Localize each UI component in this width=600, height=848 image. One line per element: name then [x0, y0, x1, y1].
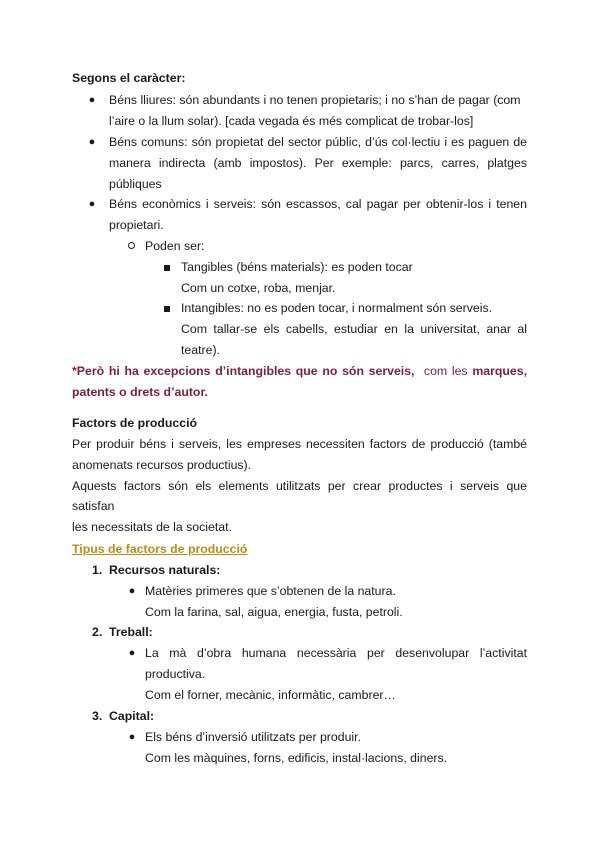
text-line: Com la farina, sal, aigua, energia, fusta, petroli.	[145, 604, 403, 619]
text-line: l’aire o la llum solar). [cada vegada és més complicat de trobar-los]	[109, 113, 474, 128]
bullet-circle	[128, 242, 135, 249]
sub-item-intangibles	[181, 298, 527, 360]
list-item-bens-comuns	[109, 132, 527, 194]
text-line: propietari.	[109, 217, 164, 232]
bullet-dot: ●	[128, 647, 136, 659]
list-item-bens-economics	[109, 194, 527, 236]
text-line: les necessitats de la societat.	[72, 520, 232, 535]
bullet-dot: ●	[88, 94, 96, 106]
bullet-dot: ●	[88, 198, 96, 210]
list-number: 2.	[92, 625, 103, 639]
text-line: Per produir béns i serveis, les empreses necessiten factors de producció (també	[72, 437, 527, 451]
note-part2: com les	[423, 364, 468, 378]
note-part3: marques,	[472, 364, 527, 378]
text-line: Com el forner, mecànic, informàtic, cambrer…	[145, 687, 396, 702]
text-line: Intangibles: no es poden tocar, i normalment són serveis.	[181, 301, 493, 315]
bullet-square	[164, 265, 170, 271]
text-line: Com les màquines, forns, edificis, instal·lacions, diners.	[145, 750, 448, 765]
section-heading-factors: Factors de producció	[72, 416, 198, 430]
bullet-dot: ●	[88, 136, 96, 148]
bullet-dot: ●	[128, 731, 136, 743]
text-line: productiva.	[145, 666, 206, 681]
exception-note	[72, 361, 527, 403]
note-line2: patents o drets d’autor.	[72, 384, 208, 399]
text-line: Tangibles (béns materials): es poden tocar	[181, 260, 413, 274]
sub-label-poden-ser: Poden ser:	[145, 239, 205, 253]
text-line: teatre).	[181, 342, 220, 357]
factor-desc-recursos	[145, 581, 527, 623]
factor-desc-capital	[145, 727, 527, 769]
list-number: 3.	[92, 709, 103, 723]
factor-title-treball: Treball:	[109, 625, 153, 639]
section-heading-caracter: Segons el caràcter:	[72, 71, 186, 85]
text-line: Com tallar-se els cabells, estudiar en la universitat, anar al	[181, 321, 527, 336]
text-line: anomenats recursos productius).	[72, 457, 252, 472]
note-part1: *Però hi ha excepcions d’intangibles que no són serveis,	[72, 364, 415, 378]
factor-desc-treball	[145, 643, 527, 705]
text-line: La mà d’obra humana necessària per desenvolupar l’activitat	[145, 646, 527, 660]
text-line: públiques	[109, 176, 162, 191]
bullet-square	[164, 306, 170, 312]
text-line: Béns lliures: són abundants i no tenen propietaris; i no s’han de pagar (com	[109, 93, 521, 107]
factor-title-capital: Capital:	[109, 709, 155, 723]
bullet-dot: ●	[128, 585, 136, 597]
text-line	[72, 361, 527, 382]
list-item-bens-lliures	[109, 90, 527, 132]
factor-title-recursos: Recursos naturals:	[109, 563, 221, 577]
section-heading-tipus-link[interactable]: Tipus de factors de producció	[72, 542, 248, 556]
text-line: Els béns d’inversió utilitzats per produir.	[145, 730, 361, 744]
paragraph-factors-intro	[72, 434, 527, 538]
text-line: Com un cotxe, roba, menjar.	[181, 280, 336, 295]
text-line: Béns econòmics i serveis: són escassos, cal pagar per obtenir-los i tenen	[109, 197, 527, 211]
sub-item-tangibles	[181, 257, 527, 299]
list-number: 1.	[92, 563, 103, 577]
text-line: manera indirecta (amb impostos). Per exemple: parcs, carres, platges	[109, 155, 527, 170]
text-line: Aquests factors són els elements utilitzats per crear productes i serveis que satisfan	[72, 478, 527, 514]
text-line: Matèries primeres que s’obtenen de la natura.	[145, 584, 396, 598]
text-line: Béns comuns: són propietat del sector públic, d’ús col·lectiu i es paguen de	[109, 135, 527, 149]
